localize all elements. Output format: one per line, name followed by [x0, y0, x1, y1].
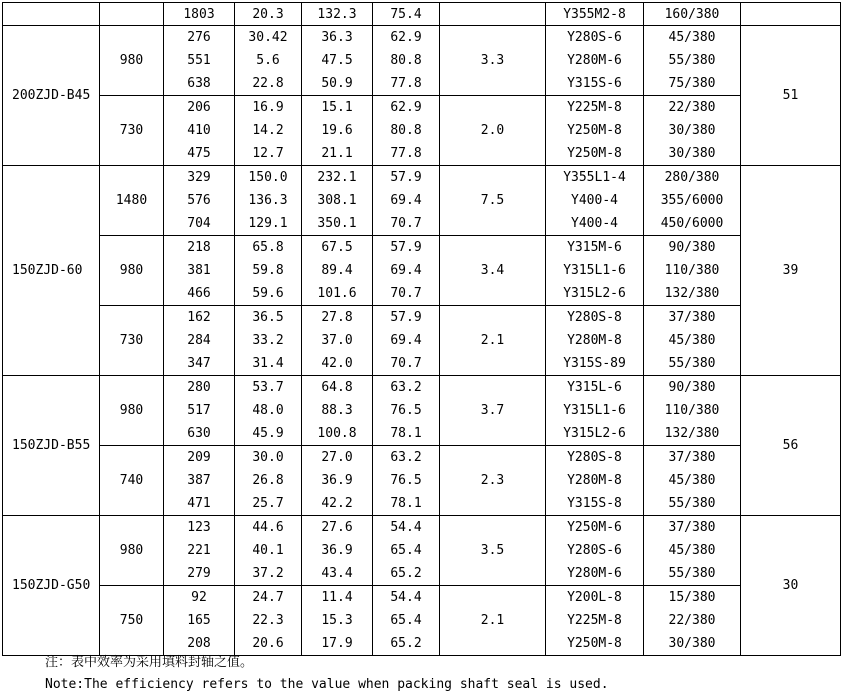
- motor-model-cell: [546, 96, 644, 166]
- shaft-power-cell: [302, 166, 373, 236]
- motor-model-value: Y315L2-6: [563, 426, 626, 441]
- flow-value: 284: [187, 333, 211, 348]
- head-value: 12.7: [252, 146, 284, 161]
- flow-value: 387: [187, 473, 211, 488]
- flow-value: 638: [187, 76, 211, 91]
- head-value: 36.5: [252, 310, 284, 325]
- shaft-power-value: 27.0: [321, 450, 353, 465]
- head-value: 26.8: [252, 473, 284, 488]
- motor-model-value: Y280S-6: [567, 543, 622, 558]
- motor-spec-cell: [644, 26, 741, 96]
- motor-model-value: Y250M-8: [567, 636, 622, 651]
- efficiency-value: 62.9: [390, 100, 422, 115]
- npsh-cell: 2.3: [440, 446, 546, 516]
- table-row: [3, 376, 841, 446]
- shaft-power-value: 43.4: [321, 566, 353, 581]
- table-row: [3, 306, 841, 376]
- flow-value: 279: [187, 566, 211, 581]
- head-value: 150.0: [248, 170, 288, 185]
- motor-model-value: Y280S-8: [567, 310, 622, 325]
- head-value: 30.0: [252, 450, 284, 465]
- flow-cell: [164, 96, 235, 166]
- shaft-power-value: 21.1: [321, 146, 353, 161]
- shaft-power-value: 232.1: [317, 170, 357, 185]
- motor-spec-value: 90/380: [668, 380, 716, 395]
- efficiency-value: 80.8: [390, 53, 422, 68]
- motor-spec-value: 45/380: [668, 543, 716, 558]
- motor-spec-value: 75/380: [668, 76, 716, 91]
- motor-model-value: Y250M-8: [567, 123, 622, 138]
- efficiency-value: 69.4: [390, 263, 422, 278]
- table-row: [3, 586, 841, 656]
- flow-cell: [164, 26, 235, 96]
- shaft-power-value: 47.5: [321, 53, 353, 68]
- motor-spec-cell: [644, 446, 741, 516]
- motor-spec-value: 15/380: [668, 590, 716, 605]
- motor-model-value: Y315L1-6: [563, 403, 626, 418]
- speed-cell: 750: [100, 586, 164, 656]
- motor-spec-value: 132/380: [664, 286, 720, 301]
- table-row: [3, 26, 841, 96]
- head-value: 37.2: [252, 566, 284, 581]
- shaft-power-value: 37.0: [321, 333, 353, 348]
- motor-spec-value: 280/380: [664, 170, 720, 185]
- speed-cell: 980: [100, 236, 164, 306]
- head-value: 65.8: [252, 240, 284, 255]
- head-value: 136.3: [248, 193, 288, 208]
- motor-model-value: Y200L-8: [567, 590, 622, 605]
- shaft-power-cell: [302, 376, 373, 446]
- speed-cell: 730: [100, 96, 164, 166]
- pump-model-cell: 200ZJD-B45: [3, 26, 100, 166]
- shaft-power-value: 350.1: [317, 216, 357, 231]
- motor-model-value: Y315L-6: [567, 380, 622, 395]
- table-body: [3, 3, 841, 656]
- table-row: [3, 3, 841, 26]
- weight-cell: [741, 3, 841, 26]
- motor-spec-value: 55/380: [668, 566, 716, 581]
- shaft-power-value: 36.3: [321, 30, 353, 45]
- shaft-power-value: 11.4: [321, 590, 353, 605]
- efficiency-value: 69.4: [390, 193, 422, 208]
- motor-model-cell: [546, 516, 644, 586]
- speed-cell: 1480: [100, 166, 164, 236]
- efficiency-cell: [373, 236, 440, 306]
- motor-spec-value: 30/380: [668, 146, 716, 161]
- motor-spec-value: 37/380: [668, 520, 716, 535]
- head-value: 30.42: [248, 30, 288, 45]
- head-cell: [235, 586, 302, 656]
- efficiency-value: 76.5: [390, 403, 422, 418]
- head-cell: [235, 96, 302, 166]
- motor-spec-value: 37/380: [668, 310, 716, 325]
- efficiency-value: 62.9: [390, 30, 422, 45]
- model-cell: [3, 3, 100, 26]
- shaft-power-cell: [302, 446, 373, 516]
- efficiency-value: 78.1: [390, 426, 422, 441]
- head-cell: [235, 446, 302, 516]
- speed-cell: 740: [100, 446, 164, 516]
- shaft-power-cell: 132.3: [302, 3, 373, 26]
- efficiency-cell: [373, 586, 440, 656]
- motor-model-value: Y315L2-6: [563, 286, 626, 301]
- efficiency-value: 77.8: [390, 146, 422, 161]
- motor-spec-cell: [644, 236, 741, 306]
- shaft-power-value: 308.1: [317, 193, 357, 208]
- motor-spec-value: 132/380: [664, 426, 720, 441]
- head-value: 44.6: [252, 520, 284, 535]
- npsh-cell: 7.5: [440, 166, 546, 236]
- motor-model-value: Y250M-8: [567, 146, 622, 161]
- motor-spec-value: 55/380: [668, 356, 716, 371]
- npsh-cell: 3.7: [440, 376, 546, 446]
- pump-model-cell: 150ZJD-B55: [3, 376, 100, 516]
- flow-value: 209: [187, 450, 211, 465]
- efficiency-cell: [373, 516, 440, 586]
- efficiency-value: 54.4: [390, 590, 422, 605]
- motor-model-value: Y280M-6: [567, 566, 622, 581]
- shaft-power-cell: [302, 306, 373, 376]
- pump-model-cell: 150ZJD-60: [3, 166, 100, 376]
- motor-spec-cell: [644, 306, 741, 376]
- efficiency-value: 57.9: [390, 240, 422, 255]
- flow-value: 329: [187, 170, 211, 185]
- flow-value: 221: [187, 543, 211, 558]
- head-value: 33.2: [252, 333, 284, 348]
- shaft-power-value: 42.2: [321, 496, 353, 511]
- efficiency-value: 63.2: [390, 450, 422, 465]
- motor-spec-value: 55/380: [668, 496, 716, 511]
- shaft-power-value: 64.8: [321, 380, 353, 395]
- efficiency-cell: [373, 26, 440, 96]
- motor-model-cell: Y355M2-8: [546, 3, 644, 26]
- flow-value: 517: [187, 403, 211, 418]
- motor-model-cell: [546, 586, 644, 656]
- flow-value: 208: [187, 636, 211, 651]
- motor-model-value: Y280S-8: [567, 450, 622, 465]
- motor-spec-value: 22/380: [668, 100, 716, 115]
- motor-spec-value: 22/380: [668, 613, 716, 628]
- efficiency-cell: [373, 446, 440, 516]
- efficiency-value: 65.2: [390, 566, 422, 581]
- weight-cell: 30: [741, 516, 841, 656]
- head-cell: [235, 26, 302, 96]
- pump-performance-table: [2, 2, 841, 656]
- head-cell: [235, 306, 302, 376]
- head-value: 20.6: [252, 636, 284, 651]
- motor-model-value: Y315L1-6: [563, 263, 626, 278]
- efficiency-value: 70.7: [390, 286, 422, 301]
- head-cell: [235, 236, 302, 306]
- flow-cell: [164, 446, 235, 516]
- flow-cell: [164, 516, 235, 586]
- motor-spec-cell: [644, 586, 741, 656]
- head-value: 25.7: [252, 496, 284, 511]
- motor-spec-value: 450/6000: [660, 216, 724, 231]
- head-value: 129.1: [248, 216, 288, 231]
- shaft-power-value: 50.9: [321, 76, 353, 91]
- motor-model-cell: [546, 446, 644, 516]
- shaft-power-value: 67.5: [321, 240, 353, 255]
- efficiency-cell: [373, 306, 440, 376]
- head-value: 24.7: [252, 590, 284, 605]
- note-chinese: 注：表中效率为采用填料封轴之值。: [45, 655, 254, 670]
- shaft-power-cell: [302, 96, 373, 166]
- motor-model-value: Y225M-8: [567, 100, 622, 115]
- flow-value: 123: [187, 520, 211, 535]
- motor-spec-value: 30/380: [668, 636, 716, 651]
- head-value: 14.2: [252, 123, 284, 138]
- flow-value: 276: [187, 30, 211, 45]
- npsh-cell: 2.1: [440, 306, 546, 376]
- motor-spec-cell: 160/380: [644, 3, 741, 26]
- flow-value: 347: [187, 356, 211, 371]
- efficiency-value: 57.9: [390, 170, 422, 185]
- motor-spec-value: 45/380: [668, 473, 716, 488]
- shaft-power-value: 100.8: [317, 426, 357, 441]
- head-value: 59.6: [252, 286, 284, 301]
- table-row: [3, 236, 841, 306]
- shaft-power-value: 89.4: [321, 263, 353, 278]
- flow-cell: [164, 586, 235, 656]
- efficiency-cell: [373, 376, 440, 446]
- efficiency-value: 70.7: [390, 356, 422, 371]
- head-cell: 20.3: [235, 3, 302, 26]
- efficiency-cell: [373, 96, 440, 166]
- flow-cell: [164, 236, 235, 306]
- shaft-power-value: 36.9: [321, 543, 353, 558]
- npsh-cell: 3.3: [440, 26, 546, 96]
- motor-model-value: Y315S-8: [567, 496, 622, 511]
- table-row: [3, 446, 841, 516]
- speed-cell: 730: [100, 306, 164, 376]
- flow-cell: [164, 166, 235, 236]
- head-value: 5.6: [256, 53, 280, 68]
- head-cell: [235, 516, 302, 586]
- efficiency-value: 65.4: [390, 543, 422, 558]
- flow-value: 576: [187, 193, 211, 208]
- table-row: [3, 166, 841, 236]
- head-value: 22.3: [252, 613, 284, 628]
- shaft-power-value: 27.6: [321, 520, 353, 535]
- flow-cell: 1803: [164, 3, 235, 26]
- motor-model-value: Y315S-89: [563, 356, 626, 371]
- head-value: 22.8: [252, 76, 284, 91]
- shaft-power-value: 88.3: [321, 403, 353, 418]
- motor-model-value: Y355L1-4: [563, 170, 626, 185]
- speed-cell: 980: [100, 26, 164, 96]
- table-row: [3, 96, 841, 166]
- flow-value: 551: [187, 53, 211, 68]
- weight-cell: 56: [741, 376, 841, 516]
- shaft-power-value: 101.6: [317, 286, 357, 301]
- weight-cell: 51: [741, 26, 841, 166]
- flow-value: 162: [187, 310, 211, 325]
- motor-spec-value: 37/380: [668, 450, 716, 465]
- flow-value: 165: [187, 613, 211, 628]
- efficiency-value: 63.2: [390, 380, 422, 395]
- speed-cell: 980: [100, 376, 164, 446]
- shaft-power-cell: [302, 516, 373, 586]
- flow-value: 410: [187, 123, 211, 138]
- head-value: 45.9: [252, 426, 284, 441]
- motor-model-cell: [546, 306, 644, 376]
- motor-model-value: Y315M-6: [567, 240, 622, 255]
- head-value: 16.9: [252, 100, 284, 115]
- motor-spec-value: 45/380: [668, 30, 716, 45]
- shaft-power-value: 17.9: [321, 636, 353, 651]
- flow-value: 280: [187, 380, 211, 395]
- motor-model-value: Y400-4: [571, 193, 618, 208]
- motor-spec-value: 110/380: [664, 263, 720, 278]
- motor-spec-value: 90/380: [668, 240, 716, 255]
- motor-spec-cell: [644, 516, 741, 586]
- efficiency-cell: [373, 166, 440, 236]
- flow-value: 381: [187, 263, 211, 278]
- shaft-power-value: 19.6: [321, 123, 353, 138]
- head-value: 31.4: [252, 356, 284, 371]
- flow-cell: [164, 306, 235, 376]
- table-row: [3, 516, 841, 586]
- motor-model-cell: [546, 236, 644, 306]
- efficiency-value: 76.5: [390, 473, 422, 488]
- efficiency-value: 69.4: [390, 333, 422, 348]
- speed-cell: [100, 3, 164, 26]
- npsh-cell: 2.0: [440, 96, 546, 166]
- efficiency-cell: 75.4: [373, 3, 440, 26]
- flow-value: 630: [187, 426, 211, 441]
- flow-value: 475: [187, 146, 211, 161]
- shaft-power-value: 15.1: [321, 100, 353, 115]
- pump-model-cell: 150ZJD-G50: [3, 516, 100, 656]
- weight-cell: 39: [741, 166, 841, 376]
- shaft-power-value: 36.9: [321, 473, 353, 488]
- motor-model-cell: [546, 166, 644, 236]
- shaft-power-cell: [302, 586, 373, 656]
- efficiency-value: 70.7: [390, 216, 422, 231]
- efficiency-value: 65.2: [390, 636, 422, 651]
- head-value: 40.1: [252, 543, 284, 558]
- motor-spec-value: 55/380: [668, 53, 716, 68]
- flow-value: 466: [187, 286, 211, 301]
- flow-value: 471: [187, 496, 211, 511]
- motor-model-value: Y225M-8: [567, 613, 622, 628]
- efficiency-value: 57.9: [390, 310, 422, 325]
- head-cell: [235, 166, 302, 236]
- motor-model-cell: [546, 376, 644, 446]
- head-value: 59.8: [252, 263, 284, 278]
- motor-model-value: Y280M-6: [567, 53, 622, 68]
- flow-value: 206: [187, 100, 211, 115]
- flow-value: 92: [191, 590, 207, 605]
- head-value: 48.0: [252, 403, 284, 418]
- motor-spec-cell: [644, 376, 741, 446]
- shaft-power-value: 27.8: [321, 310, 353, 325]
- motor-spec-cell: [644, 166, 741, 236]
- efficiency-value: 77.8: [390, 76, 422, 91]
- head-cell: [235, 376, 302, 446]
- motor-spec-value: 45/380: [668, 333, 716, 348]
- efficiency-value: 78.1: [390, 496, 422, 511]
- shaft-power-value: 42.0: [321, 356, 353, 371]
- head-value: 53.7: [252, 380, 284, 395]
- motor-model-value: Y280M-8: [567, 473, 622, 488]
- motor-model-value: Y400-4: [571, 216, 618, 231]
- npsh-cell: 3.4: [440, 236, 546, 306]
- npsh-cell: 2.1: [440, 586, 546, 656]
- motor-model-value: Y280S-6: [567, 30, 622, 45]
- motor-spec-value: 110/380: [664, 403, 720, 418]
- motor-spec-cell: [644, 96, 741, 166]
- efficiency-value: 80.8: [390, 123, 422, 138]
- motor-model-value: Y250M-6: [567, 520, 622, 535]
- motor-spec-value: 30/380: [668, 123, 716, 138]
- motor-spec-value: 355/6000: [660, 193, 724, 208]
- motor-model-cell: [546, 26, 644, 96]
- shaft-power-value: 15.3: [321, 613, 353, 628]
- speed-cell: 980: [100, 516, 164, 586]
- motor-model-value: Y280M-8: [567, 333, 622, 348]
- flow-value: 704: [187, 216, 211, 231]
- efficiency-value: 54.4: [390, 520, 422, 535]
- npsh-cell: [440, 3, 546, 26]
- efficiency-value: 65.4: [390, 613, 422, 628]
- shaft-power-cell: [302, 26, 373, 96]
- flow-cell: [164, 376, 235, 446]
- flow-value: 218: [187, 240, 211, 255]
- motor-model-value: Y315S-6: [567, 76, 622, 91]
- npsh-cell: 3.5: [440, 516, 546, 586]
- note-english: Note:The efficiency refers to the value when packing shaft seal is used.: [45, 677, 609, 692]
- shaft-power-cell: [302, 236, 373, 306]
